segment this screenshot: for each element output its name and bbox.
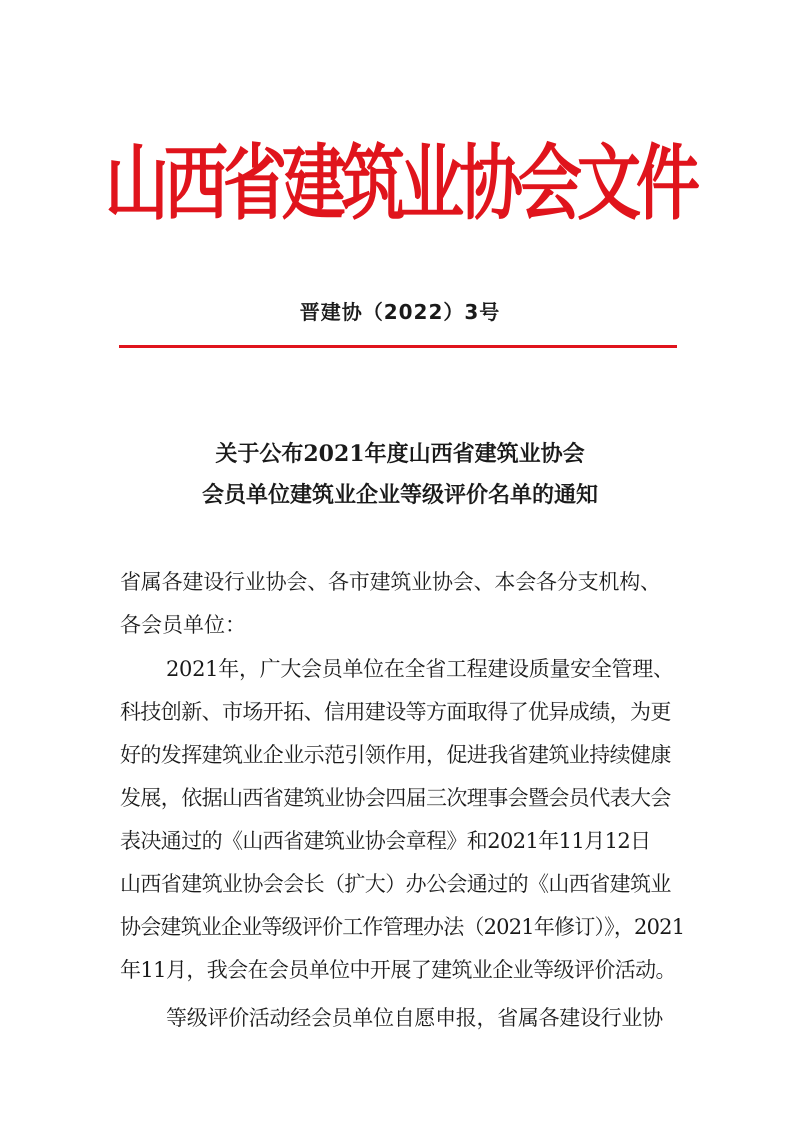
- paragraph-1-line: 年11月，我会在会员单位中开展了建筑业企业等级评价活动。: [120, 958, 676, 982]
- paragraph-1-line: 好的发挥建筑业企业示范引领作用，促进我省建筑业持续健康: [120, 743, 671, 767]
- paragraph-1-line: 表决通过的《山西省建筑业协会章程》和2021年11月12日: [120, 829, 651, 853]
- notice-title-line-1: 关于公布2021年度山西省建筑业协会: [215, 441, 585, 467]
- recipients-line-1: 省属各建设行业协会、各市建筑业协会、本会各分支机构、: [120, 570, 661, 594]
- paragraph-2-line: 等级评价活动经会员单位自愿申报，省属各建设行业协: [166, 1006, 663, 1030]
- paragraph-1-line: 协会建筑业企业等级评价工作管理办法（2021年修订）》，2021: [120, 915, 685, 939]
- paragraph-1-line: 2021年，广大会员单位在全省工程建设质量安全管理、: [166, 657, 674, 681]
- paragraph-1-line: 科技创新、市场开拓、信用建设等方面取得了优异成绩，为更: [120, 700, 671, 724]
- paragraph-1-line: 发展，依据山西省建筑业协会四届三次理事会暨会员代表大会: [120, 786, 671, 810]
- notice-title-line-2: 会员单位建筑业企业等级评价名单的通知: [201, 482, 598, 508]
- paragraph-1-line: 山西省建筑业协会会长（扩大）办公会通过的《山西省建筑业: [120, 872, 671, 896]
- document-header-title: 山西省建筑业协会文件: [105, 137, 695, 232]
- red-divider-line: [119, 345, 677, 348]
- recipients-line-2: 各会员单位：: [120, 613, 246, 637]
- document-number: 晋建协（2022）3号: [299, 300, 501, 324]
